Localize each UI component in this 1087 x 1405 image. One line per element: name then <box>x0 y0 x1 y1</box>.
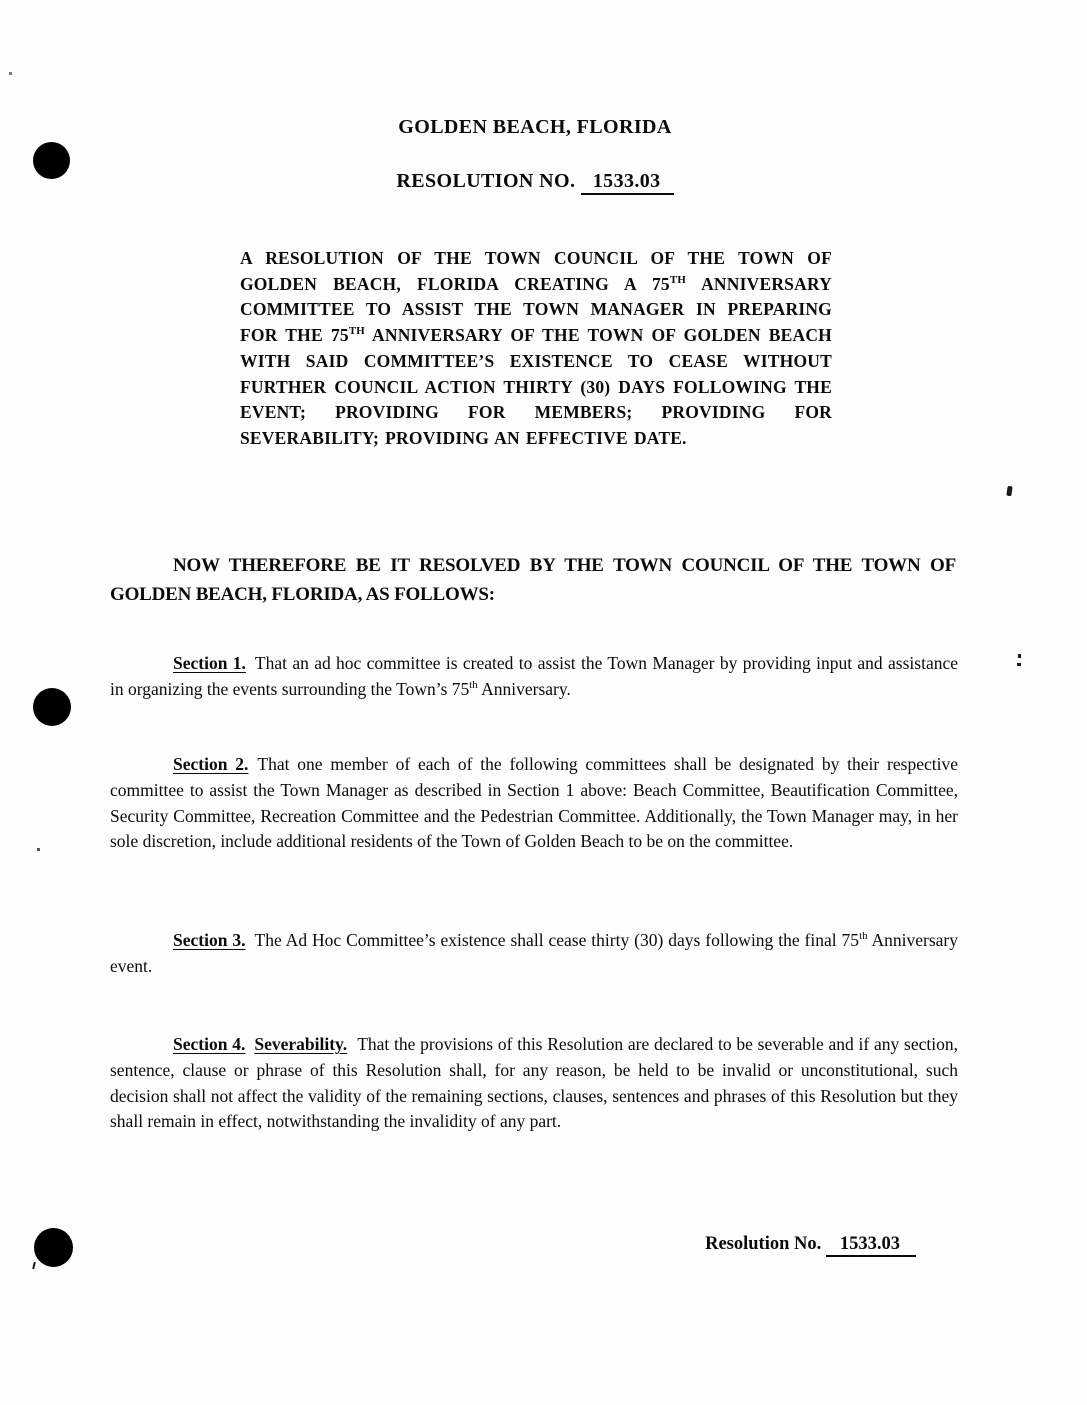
scan-artifact <box>1018 654 1021 658</box>
preamble-text <box>240 248 832 448</box>
section-2-label: Section 2. <box>173 754 249 774</box>
section-4-label: Section 4. <box>173 1034 246 1054</box>
section-3-label: Section 3. <box>173 930 246 950</box>
superscript-ordinal: th <box>469 678 478 691</box>
text-run: That the provisions of this Resolution are declared to be severable and if any section, sentence, clause or phrase of this Resolution shall, for any reason, be held to be invalid or unconstitutional, such decision shall not affect the validity of the remaining sections, clauses, sentences and phrases of this Resolution but they shall remain in effect, notwithstanding the invalidity of any part. <box>110 1034 958 1132</box>
text-run: That one member of each of the following committees shall be designated by their respective committee to assist the Town Manager as described in Section 1 above: Beach Committee, Beautification Committee, Security Committee, Recreation Committee and the Pedestrian Committee. Additionally, the Town Manager may, in her sole discretion, include additional residents of the Town of Golden Beach to be on the committee. <box>110 754 958 852</box>
text-run: The Ad Hoc Committee’s existence shall cease thirty (30) days following the final 75 <box>254 930 860 950</box>
punch-hole-icon <box>33 688 71 726</box>
superscript-ordinal: th <box>859 930 868 943</box>
text-run: Anniversary event. <box>110 930 958 976</box>
resolution-number: 1533.03 <box>581 170 674 195</box>
scan-artifact <box>37 848 40 851</box>
text-run: ANNIVERSARY OF THE TOWN OF GOLDEN BEACH WITH SAID COMMITTEE’S EXISTENCE TO CEASE WITHOUT FURTHER COUNCIL ACTION THIRTY (30) DAYS FOLLOWING THE EVENT; PROVIDING FOR MEMBERS; PROVIDING FOR SEVERABILITY; PROVIDING AN EFFECTIVE DATE. <box>240 325 832 448</box>
text-run: A RESOLUTION OF THE TOWN COUNCIL OF THE TOWN OF GOLDEN BEACH, FLORIDA CREATING A 75 <box>240 248 832 294</box>
section-2-paragraph <box>110 752 958 855</box>
text-run: Anniversary. <box>477 678 571 699</box>
resolution-label: RESOLUTION NO. <box>396 170 576 192</box>
scan-artifact <box>1006 486 1012 497</box>
preamble-paragraph <box>240 246 832 452</box>
superscript-ordinal: TH <box>669 273 686 286</box>
resolved-clause <box>110 551 956 609</box>
scan-artifact <box>32 1262 36 1269</box>
resolution-heading <box>0 170 1070 193</box>
scan-artifact <box>1017 663 1021 666</box>
section-3-paragraph <box>110 928 958 980</box>
document-title <box>0 116 1070 139</box>
scan-artifact <box>9 72 12 75</box>
punch-hole-icon <box>34 1228 73 1267</box>
section-1-paragraph <box>110 651 958 703</box>
superscript-ordinal: TH <box>348 325 365 338</box>
text-run: That an ad hoc committee is created to assist the Town Manager by providing input and assistance in organizing the events surrounding the Town’s 75 <box>110 653 958 699</box>
resolved-clause-text: NOW THEREFORE BE IT RESOLVED BY THE TOWN COUNCIL OF THE TOWN OF GOLDEN BEACH, FLORIDA, AS FOLLOWS: <box>110 555 956 605</box>
footer-resolution-value: 1533.03 <box>826 1234 916 1257</box>
text-run: ANNIVERSARY COMMITTEE TO ASSIST THE TOWN MANAGER IN PREPARING FOR THE 75 <box>240 273 833 346</box>
section-1-label: Section 1. <box>173 653 246 673</box>
footer-resolution-number <box>560 1234 916 1255</box>
section-4-sublabel: Severability. <box>254 1034 348 1054</box>
town-name: GOLDEN BEACH, FLORIDA <box>398 116 672 138</box>
footer-resolution-label: Resolution No. <box>705 1234 822 1254</box>
section-4-paragraph <box>110 1032 958 1135</box>
